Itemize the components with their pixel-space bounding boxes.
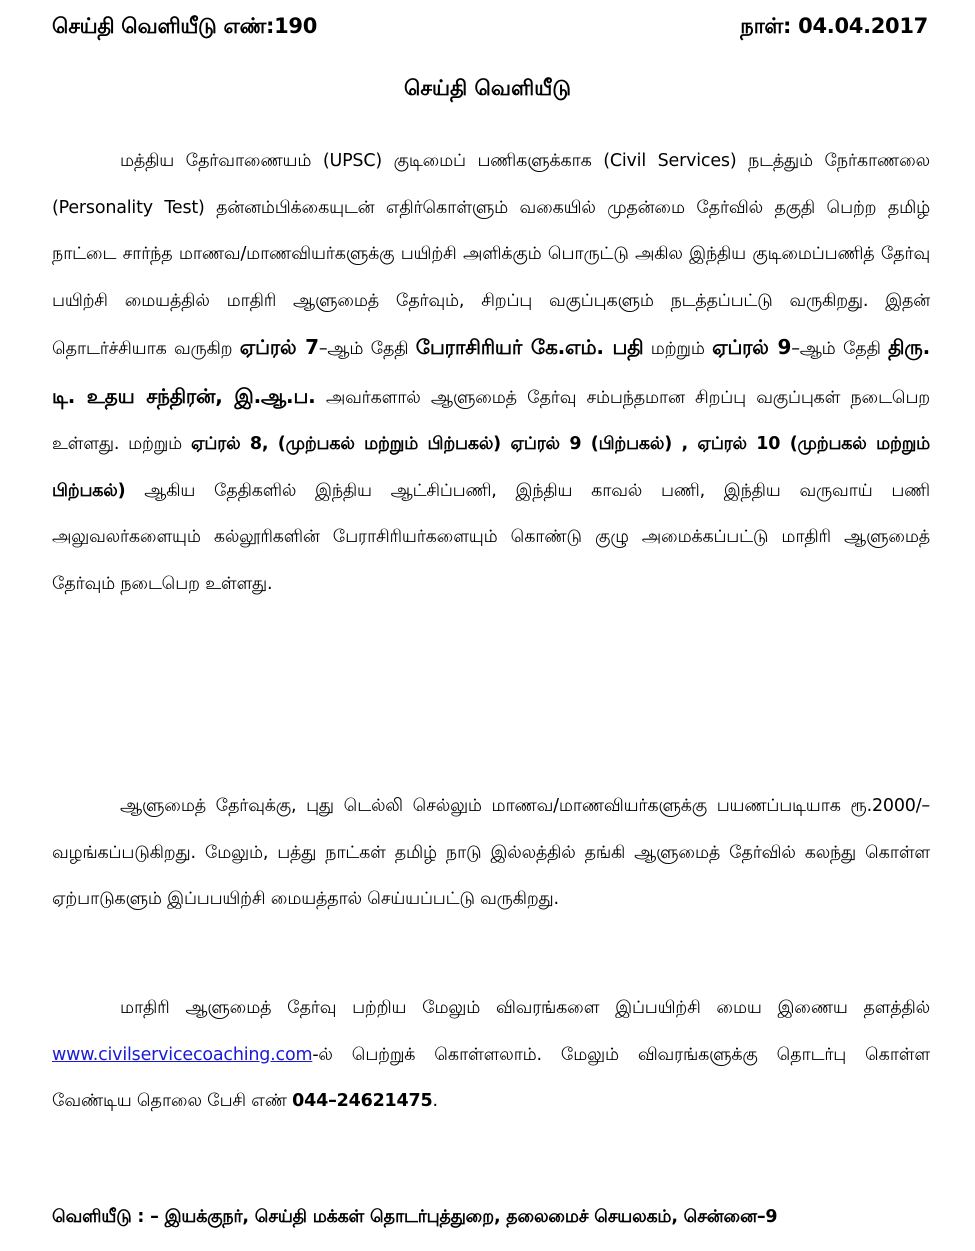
release-number: செய்தி வெளியீடு எண்:190 [52, 14, 318, 38]
para1-text-4: –ஆம் தேதி [791, 339, 889, 359]
website-link[interactable]: www.civilservicecoaching.com [52, 1044, 313, 1065]
para1-text-5: அவர்களால் ஆளுமைத் தேர்வு சம்பந்தமான சிறப்பு வகுப்புகள் நடைபெற உள்ளது. மற்றும் [52, 387, 930, 454]
speaker-prof-km-pathi: பேராசிரியர் கே.எம். பதி [415, 335, 644, 359]
para3-text-2: -ல் பெற்றுக் கொள்ளலாம். மேலும் விவரங்களுக்கு தொடர்பு கொள்ள வேண்டிய தொலை பேசி எண் [52, 1044, 930, 1111]
mock-interview-dates: ஏப்ரல் 8, (முற்பகல் மற்றும் பிற்பகல்) ஏப்ரல் 9 (பிற்பகல்) , ஏப்ரல் 10 (முற்பகல் மற்றும் பிற்பகல்) [52, 434, 931, 501]
release-date: நாள்: 04.04.2017 [740, 14, 928, 38]
issuer-footer: வெளியீடு : – இயக்குநர், செய்தி மக்கள் தொடர்புத்துறை, தலைமைச் செயலகம், சென்னை–9 [52, 1207, 778, 1227]
para1-text-2: –ஆம் தேதி [318, 339, 416, 359]
paragraph-upsc-training [52, 138, 930, 607]
paragraph-travel-allowance [52, 783, 930, 923]
para1-text-1: மத்திய தேர்வாணையம் (UPSC) குடிமைப் பணிகளுக்காக (Civil Services) நடத்தும் நேர்காணலை (Personality Test) தன்னம்பிக்கையுடன் எதிர்கொள்ளும் வகையில் முதன்மை தேர்வில் தகுதி பெற்ற தமிழ் நாட்டை சார்ந்த மாணவ/மாணவியர்களுக்கு பயிற்சி அளிக்கும் பொருட்டு அகில இந்திய குடிமைப்பணித் தேர்வு பயிற்சி மையத்தில் மாதிரி ஆளுமைத் தேர்வும், சிறப்பு வகுப்புகளும் நடத்தப்பட்டு வருகிறது. இதன் தொடர்ச்சியாக வருகிற [52, 151, 930, 359]
para1-text-3: மற்றும் [643, 339, 713, 359]
speaker-udhayachandran: திரு. டி. உதய சந்திரன், இ.ஆ.ப. [52, 335, 931, 408]
date-april-7: ஏப்ரல் 7 [239, 335, 319, 359]
date-april-9: ஏப்ரல் 9 [712, 335, 792, 359]
para2-text: ஆளுமைத் தேர்வுக்கு, புது டெல்லி செல்லும் மாணவ/மாணவியர்களுக்கு பயணப்படியாக ரூ.2000/–வழங்கப்படுகிறது. மேலும், பத்து நாட்கள் தமிழ் நாடு இல்லத்தில் தங்கி ஆளுமைத் தேர்வில் கலந்து கொள்ள ஏற்பாடுகளும் இப்பபயிற்சி மையத்தால் செய்யப்பட்டு வருகிறது. [52, 796, 930, 909]
para3-text-1: மாதிரி ஆளுமைத் தேர்வு பற்றிய மேலும் விவரங்களை இப்பயிற்சி மைய இணைய தளத்தில் [120, 998, 930, 1018]
page-title: செய்தி வெளியீடு [404, 76, 571, 100]
paragraph-contact-info [52, 985, 930, 1125]
phone-number: 044–24621475 [292, 1091, 433, 1111]
para1-text-6: ஆகிய தேதிகளில் இந்திய ஆட்சிப்பணி, இந்திய காவல் பணி, இந்திய வருவாய் பணி அலுவலர்களையும் கல்லூரிகளின் பேராசிரியர்களையும் கொண்டு குழு அமைக்கப்பட்டு மாதிரி ஆளுமைத் தேர்வும் நடைபெற உள்ளது. [52, 480, 930, 594]
para3-text-3: . [432, 1091, 438, 1111]
